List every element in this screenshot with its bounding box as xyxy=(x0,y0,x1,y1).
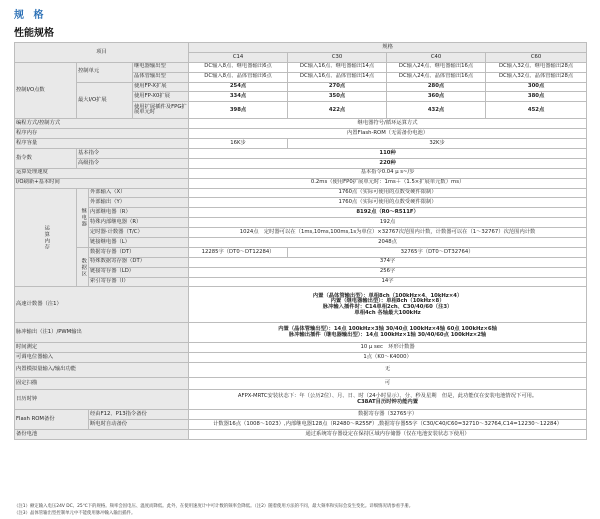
clock-line: C38AT目历时钟功能内置 xyxy=(357,398,419,405)
refresh-label: I/O刷新+基本时间 xyxy=(15,178,189,188)
mem-relay-value: 192点 xyxy=(189,218,587,228)
io-unit-label: 控制单元 xyxy=(77,62,133,82)
hsc-line: 脉冲输入插件时：C14单相2ch、C30/40/60（注3） xyxy=(322,303,453,310)
model-c30: C30 xyxy=(288,52,387,62)
io-x-c40: 280点 xyxy=(387,82,486,92)
io-x0-label: 使用FP-X0扩展 xyxy=(133,92,189,102)
io-relay-c14: DC输入8点、继电器输出6点 xyxy=(189,62,288,72)
mem-relay-row xyxy=(15,208,587,218)
mem-relay-label: 内部继电器（R） xyxy=(89,208,189,218)
io-relay-c40: DC输入24点、继电器输出16点 xyxy=(387,62,486,72)
section-subtitle: 性能规格 xyxy=(14,28,54,39)
refresh-value: 0.2ms（使用FP0扩展单元时：1ms＋（1.5×扩展单元数）ms） xyxy=(189,178,587,188)
mem-relay-row xyxy=(15,198,587,208)
flash-label: Flash ROM备份 xyxy=(15,410,89,430)
prog-mem-value: 内置Flash-ROM（无需备份电池） xyxy=(189,129,587,139)
model-c14: C14 xyxy=(189,52,288,62)
mem-relay-value: 1760点（实际可使用的点数受硬件限制） xyxy=(189,198,587,208)
flash-auto-label: 断电时自动备份 xyxy=(89,420,189,430)
io-x-c60: 300点 xyxy=(486,82,587,92)
mem-dt-label: 数据寄存器（DT） xyxy=(89,247,189,257)
pwm-value xyxy=(189,323,587,343)
clock-row xyxy=(15,390,587,410)
flash-f12-label: 经由F12、P13指令备份 xyxy=(89,410,189,420)
header-row xyxy=(15,43,587,53)
hsc-line: 单相4ch 各轴最大100kHz xyxy=(354,309,421,316)
prog-mem-label: 程序内存 xyxy=(15,129,189,139)
io-x-row xyxy=(15,82,587,92)
speed-label: 运算处理速度 xyxy=(15,168,189,178)
io-relay-label: 继电器输出型 xyxy=(133,62,189,72)
model-c60: C60 xyxy=(486,52,587,62)
io-fpg-c30: 422点 xyxy=(288,102,387,119)
mem-relay-value: 1024点 定时器可以在（1ms,10ms,100ms,1s为单位）×32767次范围内计数，计数器可以在（1～32767）次范围内计数 xyxy=(189,228,587,238)
mem-data-value: 374字 xyxy=(189,257,587,267)
mem-relay-value: 2048点 xyxy=(189,238,587,248)
speed-value: 基本指令0.04 μ s~/步 xyxy=(189,168,587,178)
mem-group-label: 运算内存 xyxy=(15,188,77,287)
prog-cap-row xyxy=(15,139,587,149)
io-max-label: 最大I/O扩展 xyxy=(77,82,133,119)
prog-cap-rest: 32K步 xyxy=(288,139,587,149)
hsc-line: 内置（继电器输出型）：单相8ch（10kHz×8） xyxy=(330,298,445,305)
mem-data-row xyxy=(15,267,587,277)
pwm-label: 脉冲输出（注1）/PWM输出 xyxy=(15,323,189,343)
prog-mem-row xyxy=(15,129,587,139)
hsc-row xyxy=(15,287,587,323)
instr-label: 指令数 xyxy=(15,149,77,169)
mem-data-row xyxy=(15,277,587,287)
refresh-row xyxy=(15,178,587,188)
flash-auto-value: 计数器16点（1008～1023）,内部继电器128点（R2480～R255F）,数据寄存器55字（C30/C40/C60=32710～32764,C14=12230～12284） xyxy=(189,420,587,430)
mem-data-label: 链接寄存器（LD） xyxy=(89,267,189,277)
mem-relay-group-label: 继电器 xyxy=(77,188,89,247)
model-c40: C40 xyxy=(387,52,486,62)
io-x-c30: 270点 xyxy=(288,82,387,92)
clock-value xyxy=(189,390,587,410)
io-x0-c14: 334点 xyxy=(189,92,288,102)
instr-high-value: 220种 xyxy=(189,158,587,168)
battery-label: 备份电池 xyxy=(15,430,189,440)
header-item: 项目 xyxy=(15,43,189,63)
io-tr-c30: DC输入16点、晶体管输出14点 xyxy=(288,72,387,82)
mem-data-label: 特殊数据寄存器（DT） xyxy=(89,257,189,267)
instr-high-row xyxy=(15,158,587,168)
pot-row xyxy=(15,353,587,363)
battery-row xyxy=(15,430,587,440)
mem-relay-value: 1760点（实际可使用的点数受硬件限制） xyxy=(189,188,587,198)
mem-data-value: 256字 xyxy=(189,267,587,277)
section-title: 规 格 xyxy=(14,10,47,21)
pwm-row xyxy=(15,323,587,343)
instr-basic-label: 基本指令 xyxy=(77,149,189,159)
io-fpg-label: 使用扩展插件及FPG扩展单元时 xyxy=(133,102,189,119)
spec-table xyxy=(14,42,587,440)
prog-cap-label: 程序容量 xyxy=(15,139,189,149)
io-tr-c40: DC输入24点、晶体管输出16点 xyxy=(387,72,486,82)
header-spec: 规格 xyxy=(189,43,587,53)
mem-dt-rest: 32765字（DT0～DT32764） xyxy=(288,247,587,257)
mem-relay-value: 8192点（R0～R511F） xyxy=(189,208,587,218)
footnote: （注3）晶体管输出型控制单元中不能使用脉冲输入输出插件。 xyxy=(14,511,136,516)
io-group-label: 控制I/O点数 xyxy=(15,62,77,119)
instr-basic-value: 110种 xyxy=(189,149,587,159)
clock-label: 日历时钟 xyxy=(15,390,189,410)
clock-line: AFPX-MRTC安装状态下：年（公历2位）、月、日、时（24小时显示）、分、秒及星期 但是，此功能仅在安装电池情况下可用。 xyxy=(237,393,538,400)
mem-relay-label: 特殊内部继电器（R） xyxy=(89,218,189,228)
mem-relay-label: 外部输入（X） xyxy=(89,188,189,198)
mem-relay-row xyxy=(15,218,587,228)
battery-value: 通过系统寄存器设定在保持区域内存储器（仅在电池安装状态下使用） xyxy=(189,430,587,440)
mem-data-group-label: 数据区 xyxy=(77,247,89,287)
flash-f12-row xyxy=(15,410,587,420)
instr-high-label: 高级指令 xyxy=(77,158,189,168)
mem-data-value: 14字 xyxy=(189,277,587,287)
mem-dt-c14: 12285字（DT0～DT12284） xyxy=(189,247,288,257)
timer-label: 时间测定 xyxy=(15,343,189,353)
const-label: 固定扫描 xyxy=(15,378,189,390)
io-tr-c14: DC输入8点、晶体管输出6点 xyxy=(189,72,288,82)
mem-relay-label: 外部输出（Y） xyxy=(89,198,189,208)
io-x0-c40: 360点 xyxy=(387,92,486,102)
mem-relay-row xyxy=(15,238,587,248)
prog-method-value: 继电器符号/循环运算方式 xyxy=(189,119,587,129)
prog-cap-c14: 16K步 xyxy=(189,139,288,149)
analog-value: 无 xyxy=(189,363,587,378)
hsc-line: 内置（晶体管输出型）：单相8ch（100kHz×4、10kHz×4） xyxy=(312,292,463,299)
mem-relay-label: 链接继电器（L） xyxy=(89,238,189,248)
io-relay-c60: DC输入32点、继电器输出28点 xyxy=(486,62,587,72)
hsc-label: 高速计数器（注1） xyxy=(15,287,189,323)
prog-method-row xyxy=(15,119,587,129)
pwm-line: 内置（晶体管输出型）：14点 100kHz×3轴 30/40点 100kHz×4轴 60点 100kHz×6轴 xyxy=(278,326,497,333)
speed-row xyxy=(15,168,587,178)
io-x-label: 使用FP-X扩展 xyxy=(133,82,189,92)
mem-dt-row xyxy=(15,247,587,257)
io-fpg-c40: 432点 xyxy=(387,102,486,119)
timer-value: 10 μ sec 环形计数器 xyxy=(189,343,587,353)
mem-relay-row xyxy=(15,188,587,198)
prog-method-label: 编程方式/控制方式 xyxy=(15,119,189,129)
io-x-c14: 254点 xyxy=(189,82,288,92)
io-x0-c30: 350点 xyxy=(288,92,387,102)
const-row xyxy=(15,378,587,390)
flash-f12-value: 数据寄存器（32765字） xyxy=(189,410,587,420)
timer-row xyxy=(15,343,587,353)
const-value: 可 xyxy=(189,378,587,390)
io-tr-label: 晶体管输出型 xyxy=(133,72,189,82)
analog-label: 内置模拟量输入/输出功能 xyxy=(15,363,189,378)
io-relay-c30: DC输入16点、继电器输出14点 xyxy=(288,62,387,72)
io-tr-c60: DC输入32点、晶体管输出28点 xyxy=(486,72,587,82)
io-relay-row xyxy=(15,62,587,72)
hsc-value xyxy=(189,287,587,323)
mem-data-row xyxy=(15,257,587,267)
instr-basic-row xyxy=(15,149,587,159)
footnote: （注1）额定输入电压24V DC、25℃下的规格。频率会因电压、温度而降低。此外，在使用速度计中可计数的频率会降低。（注2）随着使用方法的不同，最大频率和实际会发生变化。详细情况请参看手册。 xyxy=(14,504,414,509)
pot-value: 1点（K0～K4000） xyxy=(189,353,587,363)
io-fpg-c14: 398点 xyxy=(189,102,288,119)
analog-row xyxy=(15,363,587,378)
mem-relay-row xyxy=(15,228,587,238)
pot-label: 可调电位器输入 xyxy=(15,353,189,363)
io-x0-c60: 380点 xyxy=(486,92,587,102)
flash-auto-row xyxy=(15,420,587,430)
io-fpg-c60: 452点 xyxy=(486,102,587,119)
mem-data-label: 索引寄存器（I） xyxy=(89,277,189,287)
pwm-line: 脉冲输出插件（继电器输出型）：14点 100kHz×1轴 30/40/60点 100kHz×2轴 xyxy=(288,331,487,338)
mem-relay-label: 定时器·计数器（T/C） xyxy=(89,228,189,238)
